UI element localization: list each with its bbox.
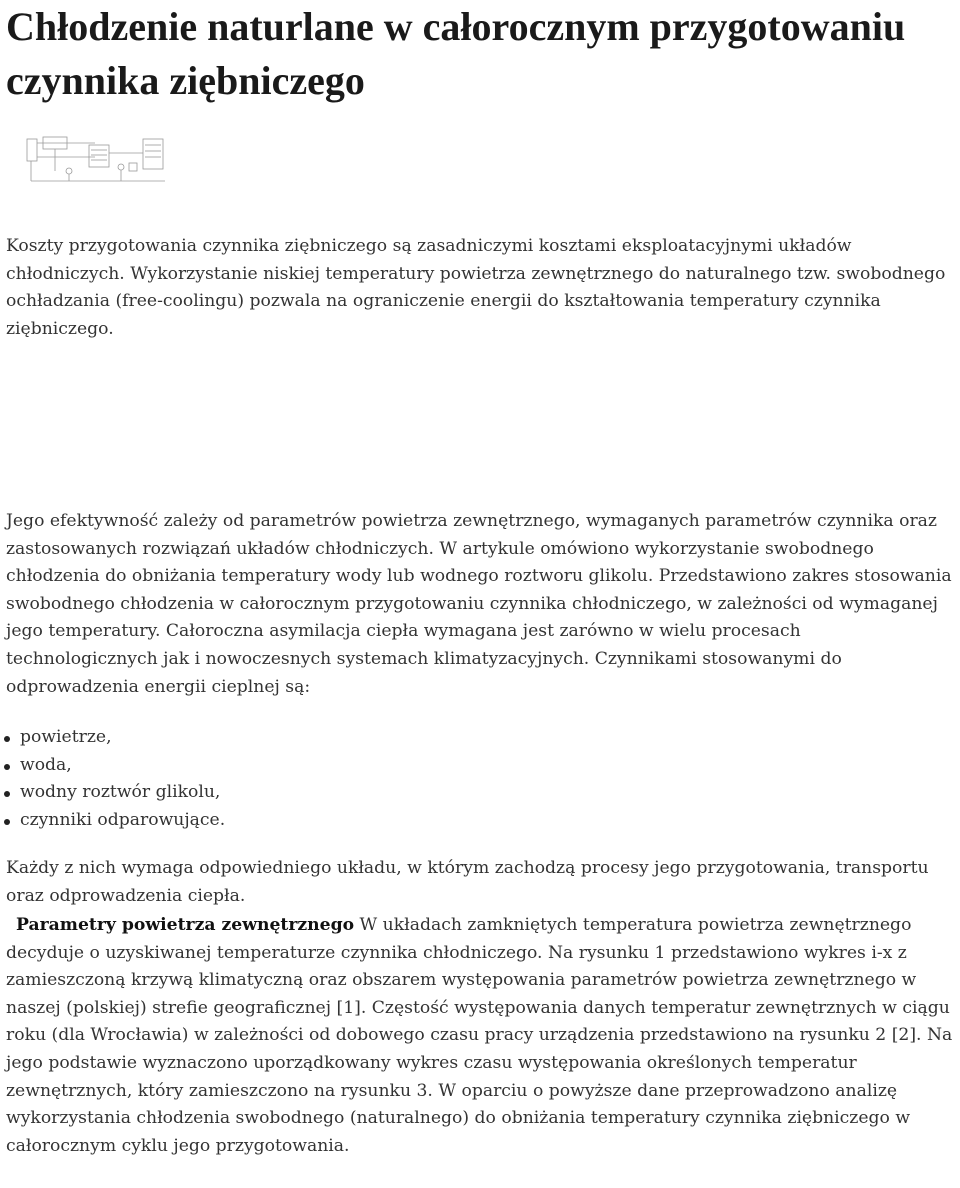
bullet-icon [4,736,10,742]
section-text: W układach zamkniętych temperatura powietrza zewnętrznego decyduje o uzyskiwanej temperaturze czynnika chłodniczego. Na rysunku 1 przedstawiono wykres i-x z zamieszczoną krzywą klimatyczną oraz obszarem występowania parametrów powietrza zewnętrznego w naszej (polskiej) strefie geograficznej [1]. Częstość występowania danych temperatur zewnętrznych w ciągu roku (dla Wrocławia) w zależności od dobowego czasu pracy urządzenia przedstawiono na rysunku 2 [2]. Na jego podstawie wyznaczono uporządkowany wykres czasu występowania określonych temperatur zewnętrznych, który zamieszczono na rysunku 3. W oparciu o powyższe dane przeprowadzono analizę wykorzystania chłodzenia swobodnego (naturalnego) do obniżania temperatury czynnika ziębniczego w całorocznym cyklu jego przygotowania. [6,915,953,1156]
section-paragraph [6,912,954,1160]
bullet-icon [4,791,10,797]
body-paragraph: Jego efektywność zależy od parametrów powietrza zewnętrznego, wymaganych parametrów czynnika oraz zastosowanych rozwiązań układów chłodniczych. W artykule omówiono wykorzystanie swobodnego chłodzenia do obniżania temperatury wody lub wodnego roztworu glikolu. Przedstawiono zakres stosowania swobodnego chłodzenia w całorocznym przygotowaniu czynnika chłodniczego, w zależności od wymaganej jego temperatury. Całoroczna asymilacja ciepła wymagana jest zarówno w wielu procesach technologicznych jak i nowoczesnych systemach klimatyzacyjnych. Czynnikami stosowanymi do odprowadzenia energii cieplnej są: [6,511,952,697]
bullet-icon [4,764,10,770]
schematic-diagram-thumbnail [25,133,167,187]
list-item: powietrze, [0,724,225,752]
bullet-icon [4,819,10,825]
body-paragraph: Każdy z nich wymaga odpowiedniego układu, w którym zachodzą procesy jego przygotowania, transportu oraz odprowadzenia ciepła. [6,858,929,906]
intro-paragraph: Koszty przygotowania czynnika ziębniczego są zasadniczymi kosztami eksploatacyjnymi układów chłodniczych. Wykorzystanie niskiej temperatury powietrza zewnętrznego do naturalnego tzw. swobodnego ochładzania (free-coolingu) pozwala na ograniczenie energii do kształtowania temperatury czynnika ziębniczego. [6,236,946,339]
section-heading: Parametry powietrza zewnętrznego [16,915,355,935]
list-item: woda, [0,752,225,780]
article-title: Chłodzenie naturlane w całorocznym przygotowaniu czynnika ziębniczego [6,4,906,103]
coolant-list [0,724,225,834]
list-item: wodny roztwór glikolu, [0,779,225,807]
list-item: czynniki odparowujące. [0,807,225,835]
